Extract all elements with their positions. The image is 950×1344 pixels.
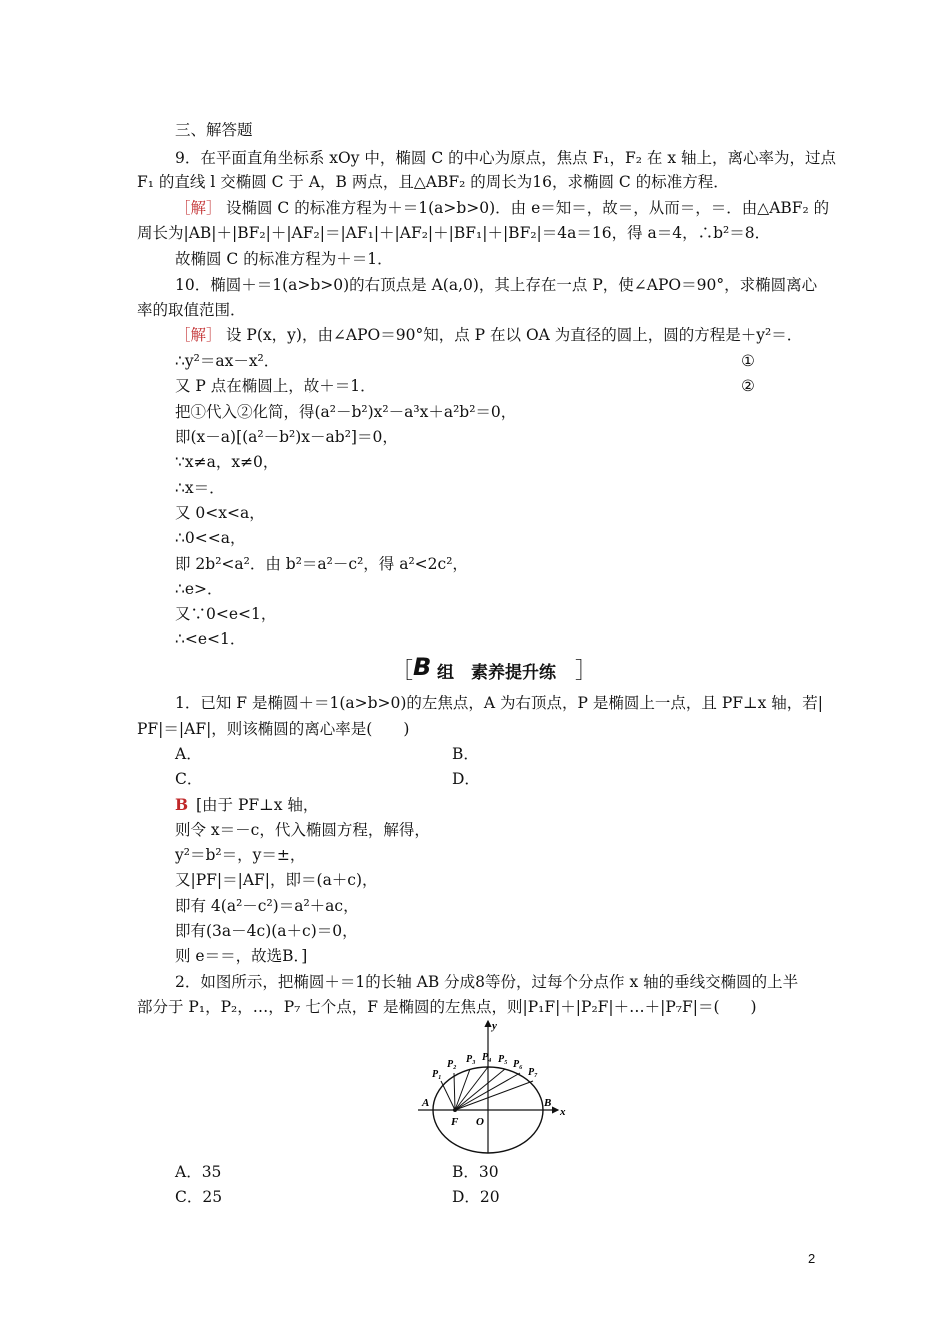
question-1-option-a: A． [175,745,202,763]
solution-9-line-3: 故椭圆 C 的标准方程为＋＝1． [175,250,393,268]
question-2-option-c: C．25 [175,1188,223,1206]
question-1-option-b: B． [452,745,479,763]
label-p3: P₃ [466,1054,476,1065]
ellipse-figure [410,1015,575,1155]
label-x: x [560,1106,566,1118]
section-banner [391,653,598,684]
solution-10-line-8: 又 0<x<a， [175,504,265,522]
question-1-solution-line-5: 即有 4(a²－c²)＝a²＋ac， [175,897,359,915]
solution-10-line-11: ∴e>． [175,580,223,598]
question-1-solution-line-3: y²＝b²＝，y＝±， [175,846,306,864]
section-heading: 三、解答题 [175,121,253,139]
solution-10-line-4: 把①代入②化简，得(a²－b²)x²－a³x＋a²b²＝0， [175,403,517,421]
solution-10-line-7: ∴x＝． [175,479,225,497]
page-number: 2 [808,1251,816,1266]
solution-10-line-13: ∴<e<1． [175,630,246,648]
question-1-option-c: C． [175,770,203,788]
question-1-line-1: 1．已知 F 是椭圆＋＝1(a>b>0)的左焦点，A 为右顶点，P 是椭圆上一点，且 PF⊥x 轴，若| [175,694,823,712]
banner-letter: B [413,653,432,681]
banner-open-bracket: ［ [391,659,414,684]
answer-tag: ［解］ [175,199,222,217]
solution-10-line-12: 又∵0<e<1， [175,605,277,623]
question-1-answer-letter: B [175,795,189,814]
label-o: O [476,1116,484,1128]
question-2-option-a: A．35 [175,1163,222,1181]
problem-10-line-1: 10．椭圆＋＝1(a>b>0)的右顶点是 A(a,0)，其上存在一点 P，使∠APO＝90°，求椭圆离心 [175,276,818,294]
question-2-line-2: 部分于 P₁，P₂，…，P₇ 七个点，F 是椭圆的左焦点，则|P₁F|＋|P₂F|＋…＋|P₇F|＝( ) [137,998,757,1016]
solution-10-line-5: 即(x－a)[(a²－b²)x－ab²]＝0， [175,428,398,446]
label-p6: P₆ [513,1059,523,1070]
solution-10-line-10: 即 2b²<a²．由 b²＝a²－c²，得 a²<2c²， [175,555,468,573]
banner-close-bracket: ］ [575,659,598,684]
label-y: y [492,1020,497,1032]
problem-10-line-2: 率的取值范围． [137,301,246,319]
label-a: A [422,1097,430,1109]
question-2-line-1: 2．如图所示，把椭圆＋＝1的长轴 AB 分成8等份，过每个分点作 x 轴的垂线交椭圆的上半 [175,973,799,991]
label-p2: P₂ [447,1059,457,1070]
answer-tag: ［解］ [175,326,222,344]
problem-9-line-1: 9．在平面直角坐标系 xOy 中，椭圆 C 的中心为原点，焦点 F₁，F₂ 在 x 轴上，离心率为，过点 [175,149,837,167]
label-p4: P₄ [482,1052,492,1063]
segment-p1f [441,1081,455,1110]
label-p1: P₁ [432,1069,442,1080]
solution-9-line-2: 周长为|AB|＋|BF₂|＋|AF₂|＝|AF₁|＋|AF₂|＋|BF₁|＋|BF₂|＝4a＝16，得 a＝4，∴b²＝8． [137,224,771,242]
segment-p2f [454,1073,455,1110]
label-f: F [451,1116,459,1128]
equation-mark-1: ① [741,352,755,370]
equation-mark-2: ② [741,377,755,395]
solution-10-line-6: ∵x≠a，x≠0， [175,453,279,471]
question-1-solution-line-1: [由于 PF⊥x 轴， [196,796,319,814]
solution-10-line-3: 又 P 点在椭圆上，故＋＝1． [175,377,376,395]
label-p7: P₇ [528,1067,538,1078]
label-p5: P₅ [498,1054,508,1065]
question-1-line-2: PF|＝|AF|，则该椭圆的离心率是( ) [137,720,410,738]
question-1-solution-line-4: 又|PF|＝|AF|，即＝(a＋c)， [175,871,378,889]
question-2-option-d: D．20 [452,1188,500,1206]
label-b: B [544,1097,552,1109]
question-1-solution-line-7: 则 e＝＝，故选B．] [175,947,308,965]
question-1-solution-line-6: 即有(3a－4c)(a＋c)＝0， [175,922,358,940]
question-2-option-b: B．30 [452,1163,499,1181]
question-1-solution-line-2: 则令 x＝－c，代入椭圆方程，解得， [175,821,430,839]
solution-9-line-1: 设椭圆 C 的标准方程为＋＝1(a>b>0)．由 e＝知＝，故＝，从而＝，＝．由△ABF₂ 的 [226,199,830,217]
focus-point [453,1108,457,1112]
problem-9-line-2: F₁ 的直线 l 交椭圆 C 于 A，B 两点，且△ABF₂ 的周长为16，求椭圆 C 的标准方程． [137,173,729,191]
question-1-option-d: D． [452,770,480,788]
solution-10-line-2: ∴y²＝ax－x²． [175,352,280,370]
solution-10-line-9: ∴0<<a， [175,529,246,547]
solution-10-line-1: 设 P(x，y)，由∠APO＝90°知，点 P 在以 OA 为直径的圆上，圆的方程是＋y²＝． [226,326,803,344]
banner-title: 组 素养提升练 [437,663,556,683]
